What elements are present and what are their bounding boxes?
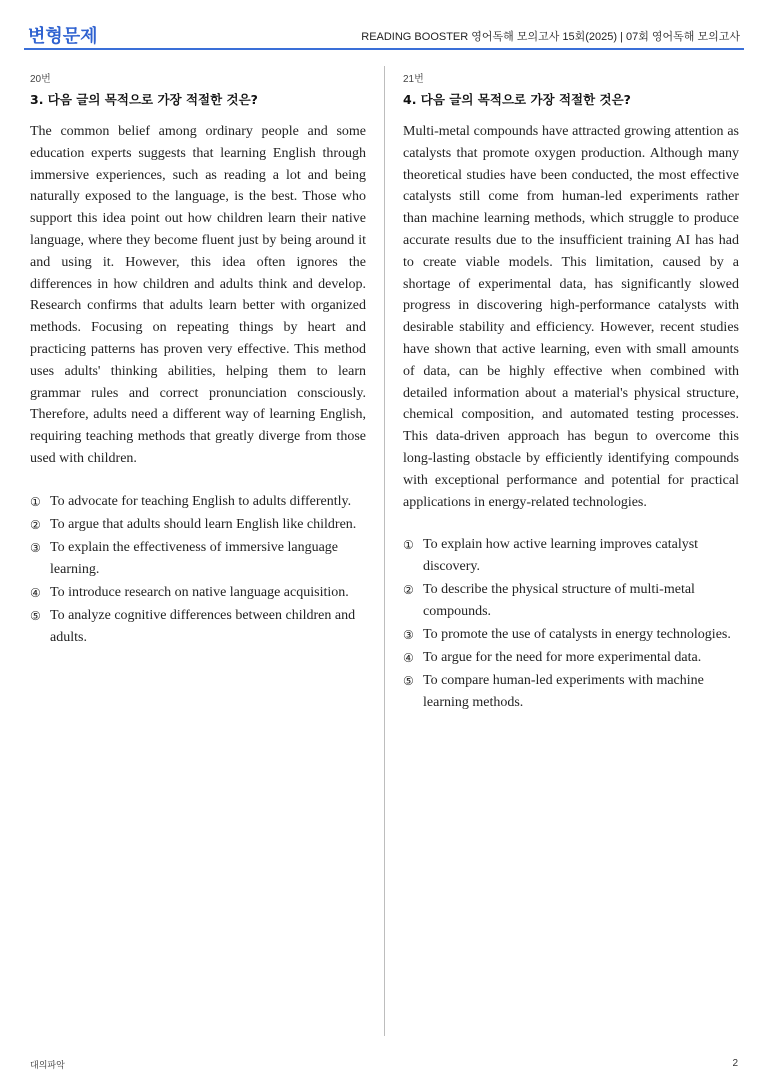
footer-category: 대의파악 <box>30 1061 65 1071</box>
option-mark: ③ <box>403 628 414 643</box>
option-text: To compare human-led experiments with machine learning methods. <box>423 673 704 711</box>
page-header <box>24 0 744 50</box>
column-divider <box>384 66 385 1036</box>
option-mark: ① <box>30 494 41 509</box>
page-number: 2 <box>732 1058 738 1069</box>
option-text: To describe the physical structure of multi-metal compounds. <box>423 582 695 620</box>
option-mark: ⑤ <box>403 674 414 689</box>
question-passage: The common belief among ordinary people and some education experts suggests that learning English through immersive experiences, such as reading a lot and being naturally exposed to the language, is the best. Those who support this idea point out how children learn their native language, where they become fluent just by being around it and using it. However, this idea often ignores the differences in how children and adults think and develop. Research confirms that adults learn better with organized methods. Focusing on repeating things by heart and practicing patterns has proven very effective. This method uses adults' thinking abilities, helping them to learn grammar rules and correct pronunciation consciously. Therefore, adults need a different way of learning English, requiring teaching methods that greatly diverge from those used with children. <box>30 124 366 466</box>
question-number: 20번 <box>30 74 51 85</box>
option-text: To advocate for teaching English to adults differently. <box>50 493 352 509</box>
brand-title: 변형문제 <box>28 26 98 47</box>
answer-option-4[interactable] <box>30 582 366 604</box>
answer-option-3[interactable] <box>30 537 366 581</box>
header-book-title: READING BOOSTER 영어독해 모의고사 15회(2025) | 07회 영어독해 모의고사 <box>361 31 740 43</box>
question-passage: Multi-metal compounds have attracted growing attention as catalysts that promote oxygen production. Although many theoretical studies have been conducted, the most effective catalysts still come from human-led experiments rather than machine learning methods, which struggle to produce accurate results due to the insufficient training AI has had to create viable models. This limitation, caused by a shortage of experimental data, has significantly slowed progress in discovering high-performance catalysts with desirable stability and efficiency. However, recent studies have shown that active learning, even with small amounts of data, can be highly effective when combined with detailed information about a material's physical structure, chemical composition, and automated testing processes. This data-driven approach has begun to overcome this long-lasting obstacle by efficiently identifying compounds with exceptional performance and potential for practical applications in energy-related technologies. <box>403 124 739 510</box>
option-text: To explain how active learning improves catalyst discovery. <box>423 537 699 575</box>
option-text: To explain the effectiveness of immersive language learning. <box>50 539 338 577</box>
answer-option-3[interactable] <box>403 624 739 646</box>
option-text: To introduce research on native language acquisition. <box>50 584 349 600</box>
answer-option-4[interactable] <box>403 647 739 669</box>
option-text: To argue for the need for more experimental data. <box>423 650 702 666</box>
option-text: To promote the use of catalysts in energy technologies. <box>423 627 731 643</box>
question-number: 21번 <box>403 74 424 85</box>
option-text: To analyze cognitive differences between children and adults. <box>50 607 356 645</box>
option-mark: ③ <box>30 540 41 555</box>
question-column-left <box>30 66 366 650</box>
option-mark: ⑤ <box>30 608 41 623</box>
option-mark: ④ <box>30 585 41 600</box>
option-mark: ① <box>403 538 414 553</box>
answer-option-5[interactable] <box>403 670 739 714</box>
answer-options <box>403 534 739 714</box>
option-mark: ④ <box>403 651 414 666</box>
question-column-right <box>403 66 739 715</box>
question-title: 3. 다음 글의 목적으로 가장 적절한 것은? <box>30 92 258 107</box>
answer-option-1[interactable] <box>30 491 366 513</box>
answer-option-2[interactable] <box>403 579 739 623</box>
answer-option-1[interactable] <box>403 534 739 578</box>
option-mark: ② <box>403 583 414 598</box>
question-title: 4. 다음 글의 목적으로 가장 적절한 것은? <box>403 92 631 107</box>
answer-options <box>30 491 366 649</box>
option-mark: ② <box>30 517 41 532</box>
option-text: To argue that adults should learn English like children. <box>50 516 357 532</box>
answer-option-5[interactable] <box>30 605 366 649</box>
answer-option-2[interactable] <box>30 514 366 536</box>
